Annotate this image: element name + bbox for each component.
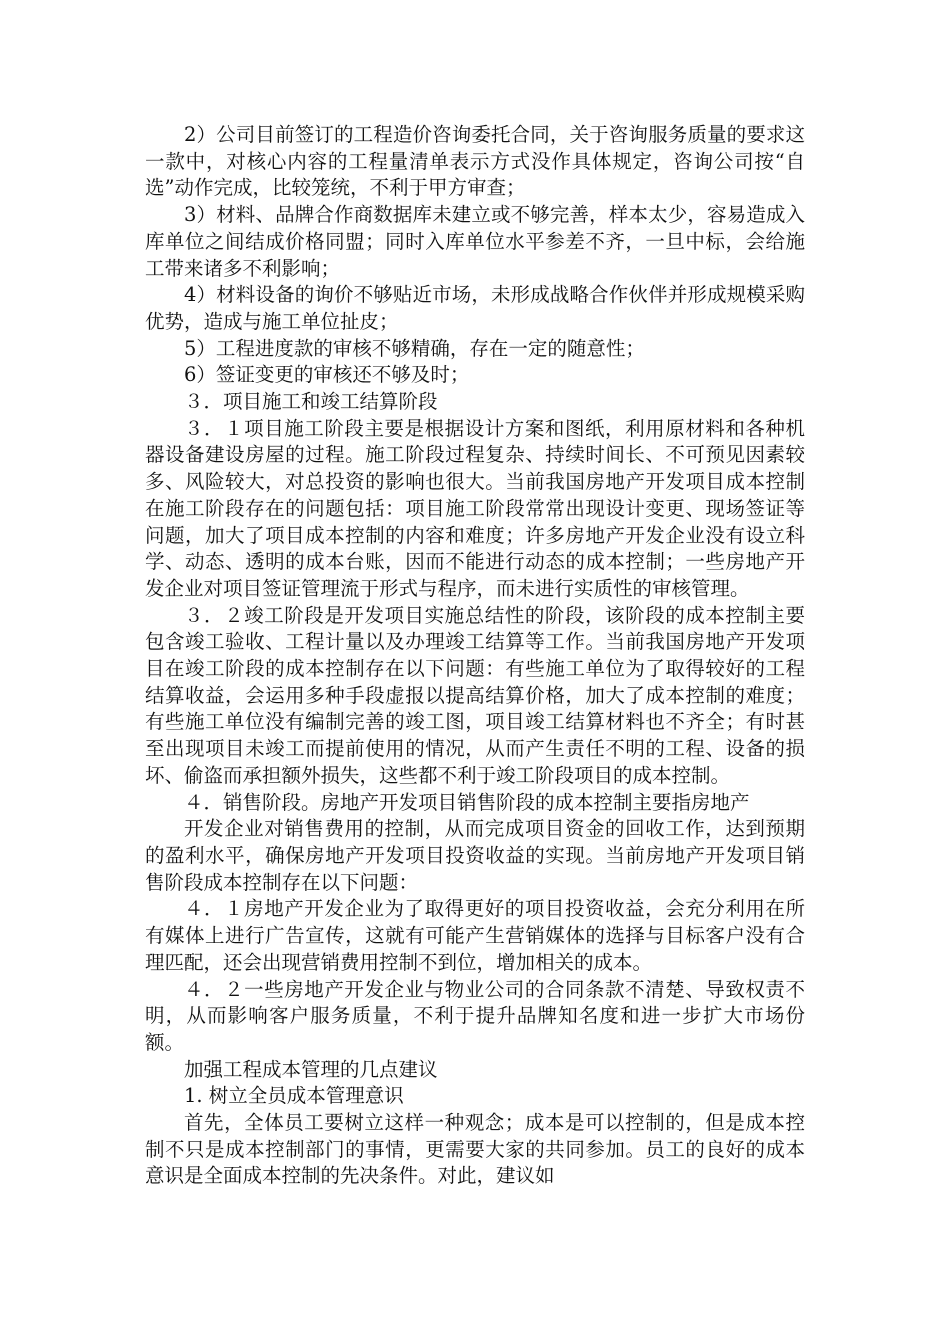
paragraph: 开发企业对销售费用的控制，从而完成项目资金的回收工作，达到预期的盈利水平，确保房地产开发项目投资收益的实现。当前房地产开发项目销售阶段成本控制存在以下问题：: [145, 817, 805, 894]
document-page: [145, 122, 805, 1190]
paragraph: 6）签证变更的审核还不够及时；: [184, 363, 470, 387]
paragraph: 2）公司目前签订的工程造价咨询委托合同，关于咨询服务质量的要求这一款中，对核心内容的工程量清单表示方式没作具体规定，咨询公司按“自选”动作完成，比较笼统，不利于甲方审查；: [145, 123, 805, 200]
paragraph: 首先，全体员工要树立这样一种观念；成本是可以控制的，但是成本控制不只是成本控制部门的事情，更需要大家的共同参加。员工的良好的成本意识是全面成本控制的先决条件。对此，建议如: [145, 1111, 805, 1188]
subsection-heading: 1. 树立全员成本管理意识: [184, 1084, 404, 1108]
paragraph: 4）材料设备的询价不够贴近市场，未形成战略合作伙伴并形成规模采购优势，造成与施工单位扯皮；: [145, 283, 805, 333]
paragraph: ４．２一些房地产开发企业与物业公司的合同条款不清楚、导致权责不明，从而影响客户服务质量，不利于提升品牌知名度和进一步扩大市场份额。: [145, 977, 805, 1054]
paragraph: ４．１房地产开发企业为了取得更好的项目投资收益，会充分利用在所有媒体上进行广告宣传，这就有可能产生营销媒体的选择与目标客户没有合理匹配，还会出现营销费用控制不到位，增加相关的成本。: [145, 897, 805, 974]
paragraph: ３．１项目施工阶段主要是根据设计方案和图纸，利用原材料和各种机器设备建设房屋的过程。施工阶段过程复杂、持续时间长、不可预见因素较多、风险较大，对总投资的影响也很大。当前我国房地产开发项目成本控制在施工阶段存在的问题包括：项目施工阶段常常出现设计变更、现场签证等问题，加大了项目成本控制的内容和难度；许多房地产开发企业没有设立科学、动态、透明的成本台账，因而不能进行动态的成本控制；一些房地产开发企业对项目签证管理流于形式与程序，而未进行实质性的审核管理。: [145, 416, 805, 600]
paragraph: ３．２竣工阶段是开发项目实施总结性的阶段，该阶段的成本控制主要包含竣工验收、工程计量以及办理竣工结算等工作。当前我国房地产开发项目在竣工阶段的成本控制存在以下问题：有些施工单位为了取得较好的工程结算收益，会运用多种手段虚报以提高结算价格，加大了成本控制的难度；有些施工单位没有编制完善的竣工图，项目竣工结算材料也不齐全；有时甚至出现项目未竣工而提前使用的情况，从而产生责任不明的工程、设备的损坏、偷盗而承担额外损失，这些都不利于竣工阶段项目的成本控制。: [145, 603, 805, 787]
paragraph: 3）材料、品牌合作商数据库未建立或不够完善，样本太少，容易造成入库单位之间结成价格同盟；同时入库单位水平参差不齐，一旦中标，会给施工带来诸多不利影响；: [145, 203, 805, 280]
section-heading: 加强工程成本管理的几点建议: [184, 1057, 438, 1081]
paragraph: ４．销售阶段。房地产开发项目销售阶段的成本控制主要指房地产: [184, 790, 750, 814]
paragraph: 5）工程进度款的审核不够精确，存在一定的随意性；: [184, 336, 645, 360]
section-heading: ３．项目施工和竣工结算阶段: [184, 390, 438, 414]
